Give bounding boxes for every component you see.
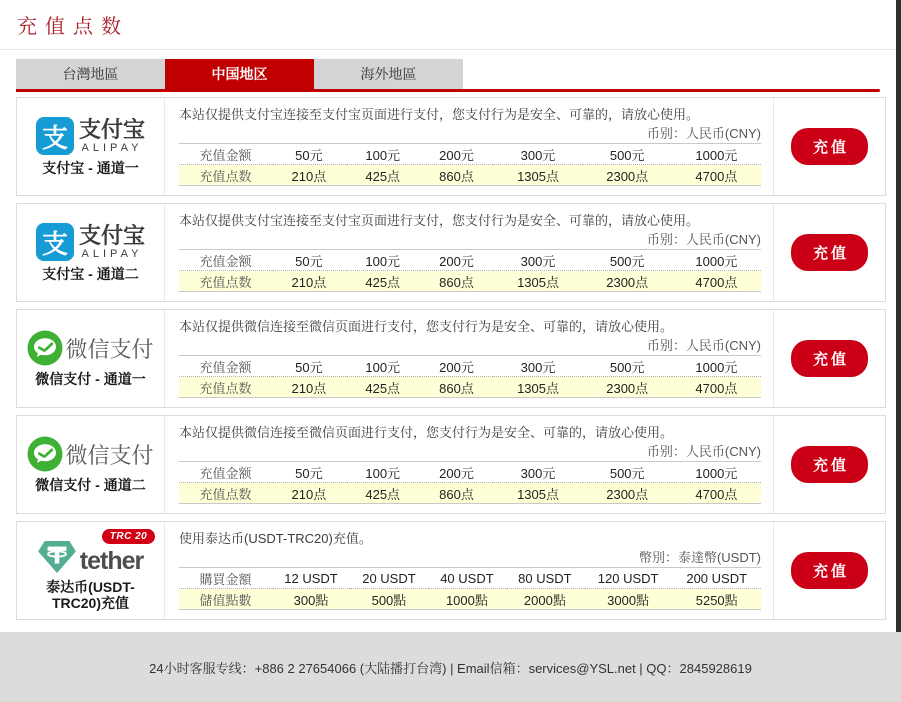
points-cell: 4700点 [672, 165, 761, 186]
points-cell: 4700点 [672, 271, 761, 292]
amount-cell: 500元 [583, 356, 672, 377]
payment-details [165, 98, 773, 195]
payment-card-wechat-1 [16, 309, 886, 408]
points-cell: 210点 [272, 377, 346, 398]
action-column [773, 416, 885, 513]
amount-cell: 1000元 [672, 462, 761, 483]
points-cell: 860点 [420, 483, 494, 504]
currency-label: 币别：人民币(CNY) [646, 126, 761, 141]
amount-cell: 1000元 [672, 356, 761, 377]
points-cell: 2300点 [583, 165, 672, 186]
points-row [179, 271, 761, 292]
channel-label: 支付宝 - 通道二 [42, 266, 139, 282]
points-cell: 3000點 [584, 589, 673, 610]
amount-row-label: 充值金额 [179, 250, 272, 271]
payment-description: 本站仅提供微信连接至微信页面进行支付，您支付行为是安全、可靠的，请放心使用。 [179, 319, 674, 334]
region-tab-bar [16, 59, 901, 89]
payment-card-list [16, 97, 886, 620]
points-cell: 1000點 [428, 589, 506, 610]
payment-details [165, 416, 773, 513]
action-column [773, 522, 885, 619]
tab-underline [16, 89, 880, 92]
amount-cell: 500元 [583, 144, 672, 165]
amount-cell: 1000元 [672, 250, 761, 271]
points-cell: 1305点 [493, 377, 582, 398]
points-cell: 860点 [420, 271, 494, 292]
price-table [179, 461, 761, 504]
alipay-logo-column [17, 204, 165, 301]
recharge-button[interactable]: 充值 [791, 128, 868, 165]
points-cell: 2000點 [506, 589, 584, 610]
points-cell: 1305点 [493, 165, 582, 186]
points-cell: 300點 [272, 589, 350, 610]
amount-row-label: 購買金額 [179, 568, 272, 589]
recharge-button[interactable]: 充值 [791, 234, 868, 271]
payment-description: 本站仅提供支付宝连接至支付宝页面进行支付，您支付行为是安全、可靠的，请放心使用。 [179, 107, 700, 122]
amount-row [179, 356, 761, 377]
amount-cell: 300元 [493, 144, 582, 165]
amount-cell: 50元 [272, 250, 346, 271]
amount-cell: 200元 [420, 462, 494, 483]
points-cell: 4700点 [672, 377, 761, 398]
points-row-label: 儲值點數 [179, 589, 272, 610]
tether-logo-icon [38, 530, 148, 575]
alipay-en-text: ALIPAY [81, 142, 143, 154]
currency-label: 幣別：泰達幣(USDT) [638, 550, 761, 565]
amount-cell: 50元 [272, 356, 346, 377]
points-row [179, 589, 761, 610]
points-cell: 210点 [272, 165, 346, 186]
currency-label: 币别：人民币(CNY) [646, 444, 761, 459]
amount-cell: 40 USDT [428, 568, 506, 589]
wechat-logo-column [17, 416, 165, 513]
recharge-button[interactable]: 充值 [791, 446, 868, 483]
currency-label: 币别：人民币(CNY) [646, 232, 761, 247]
payment-description: 本站仅提供微信连接至微信页面进行支付，您支付行为是安全、可靠的，请放心使用。 [179, 425, 674, 440]
points-cell: 210点 [272, 271, 346, 292]
points-cell: 425点 [346, 483, 420, 504]
page-footer [0, 632, 901, 702]
alipay-cn-text: 支付宝 [78, 117, 145, 142]
amount-cell: 100元 [346, 144, 420, 165]
amount-row-label: 充值金额 [179, 462, 272, 483]
payment-details [165, 310, 773, 407]
currency-label: 币别：人民币(CNY) [646, 338, 761, 353]
points-cell: 1305点 [493, 483, 582, 504]
points-row-label: 充值点数 [179, 165, 272, 186]
amount-cell: 200元 [420, 144, 494, 165]
amount-cell: 200 USDT [672, 568, 761, 589]
payment-card-alipay-2 [16, 203, 886, 302]
channel-label: 泰达币(USDT-TRC20)充值 [46, 579, 135, 611]
amount-cell: 500元 [583, 462, 672, 483]
points-row-label: 充值点数 [179, 377, 272, 398]
points-cell: 860点 [420, 377, 494, 398]
points-cell: 425点 [346, 377, 420, 398]
points-cell: 4700点 [672, 483, 761, 504]
channel-label: 支付宝 - 通道一 [42, 160, 139, 176]
wechat-logo-column [17, 310, 165, 407]
wechat-bubble-icon [27, 436, 63, 472]
alipay-mark-icon: 支 [36, 223, 74, 261]
tether-logo-column [17, 522, 165, 619]
amount-cell: 300元 [493, 250, 582, 271]
alipay-mark-icon: 支 [36, 117, 74, 155]
alipay-cn-text: 支付宝 [78, 223, 145, 248]
window-edge-strip [896, 0, 901, 640]
payment-description: 使用泰达币(USDT-TRC20)充值。 [179, 531, 372, 546]
points-row [179, 483, 761, 504]
payment-description: 本站仅提供支付宝连接至支付宝页面进行支付，您支付行为是安全、可靠的，请放心使用。 [179, 213, 700, 228]
points-cell: 2300点 [583, 483, 672, 504]
points-cell: 425点 [346, 271, 420, 292]
action-column [773, 98, 885, 195]
footer-contact-info: 24小时客服专线：+886 2 27654066 (大陆播打台湾) | Email信箱：services@YSL.net | QQ：2845928619 [149, 660, 752, 676]
recharge-button[interactable]: 充值 [791, 340, 868, 377]
points-cell: 500點 [350, 589, 428, 610]
points-cell: 1305点 [493, 271, 582, 292]
amount-cell: 100元 [346, 462, 420, 483]
payment-details [165, 204, 773, 301]
points-cell: 5250點 [672, 589, 761, 610]
action-column [773, 204, 885, 301]
points-cell: 2300点 [583, 377, 672, 398]
points-row-label: 充值点数 [179, 271, 272, 292]
channel-label: 微信支付 - 通道二 [35, 477, 146, 493]
points-row [179, 165, 761, 186]
amount-cell: 1000元 [672, 144, 761, 165]
payment-details [165, 522, 773, 619]
amount-cell: 80 USDT [506, 568, 584, 589]
amount-row [179, 462, 761, 483]
page-title: 充值点数 [17, 16, 129, 38]
wechat-logo-icon [27, 330, 153, 366]
amount-cell: 50元 [272, 144, 346, 165]
amount-row [179, 144, 761, 165]
amount-cell: 50元 [272, 462, 346, 483]
alipay-logo-icon [36, 117, 145, 155]
action-column [773, 310, 885, 407]
trc20-badge: TRC 20 [102, 529, 155, 544]
tether-wordmark: tether [79, 547, 144, 575]
price-table [179, 143, 761, 186]
amount-cell: 200元 [420, 250, 494, 271]
amount-cell: 300元 [493, 356, 582, 377]
wechat-wordmark: 微信支付 [65, 442, 154, 468]
amount-row [179, 568, 761, 589]
payment-card-alipay-1 [16, 97, 886, 196]
alipay-logo-icon [36, 223, 145, 261]
page-header [0, 0, 901, 50]
recharge-button[interactable]: 充值 [791, 552, 868, 589]
alipay-en-text: ALIPAY [81, 248, 143, 260]
amount-cell: 12 USDT [272, 568, 350, 589]
wechat-bubble-icon [27, 330, 63, 366]
price-table [179, 567, 761, 610]
channel-label: 微信支付 - 通道一 [35, 371, 146, 387]
price-table [179, 249, 761, 292]
tab-overseas-region[interactable]: 海外地區 [314, 59, 463, 89]
wechat-logo-icon [27, 436, 153, 472]
tab-taiwan-region[interactable]: 台灣地區 [16, 59, 165, 89]
wechat-wordmark: 微信支付 [65, 336, 154, 362]
alipay-wordmark [79, 118, 145, 154]
amount-cell: 300元 [493, 462, 582, 483]
amount-row [179, 250, 761, 271]
payment-card-wechat-2 [16, 415, 886, 514]
amount-cell: 500元 [583, 250, 672, 271]
tab-china-region[interactable]: 中国地区 [165, 59, 314, 89]
amount-row-label: 充值金额 [179, 356, 272, 377]
amount-cell: 100元 [346, 250, 420, 271]
amount-row-label: 充值金额 [179, 144, 272, 165]
amount-cell: 200元 [420, 356, 494, 377]
points-row [179, 377, 761, 398]
points-cell: 425点 [346, 165, 420, 186]
tether-gem-icon [38, 540, 76, 574]
amount-cell: 20 USDT [350, 568, 428, 589]
points-cell: 2300点 [583, 271, 672, 292]
points-cell: 860点 [420, 165, 494, 186]
amount-cell: 100元 [346, 356, 420, 377]
alipay-wordmark [79, 224, 145, 260]
price-table [179, 355, 761, 398]
payment-card-tether [16, 521, 886, 620]
alipay-logo-column [17, 98, 165, 195]
points-cell: 210点 [272, 483, 346, 504]
amount-cell: 120 USDT [584, 568, 673, 589]
points-row-label: 充值点数 [179, 483, 272, 504]
